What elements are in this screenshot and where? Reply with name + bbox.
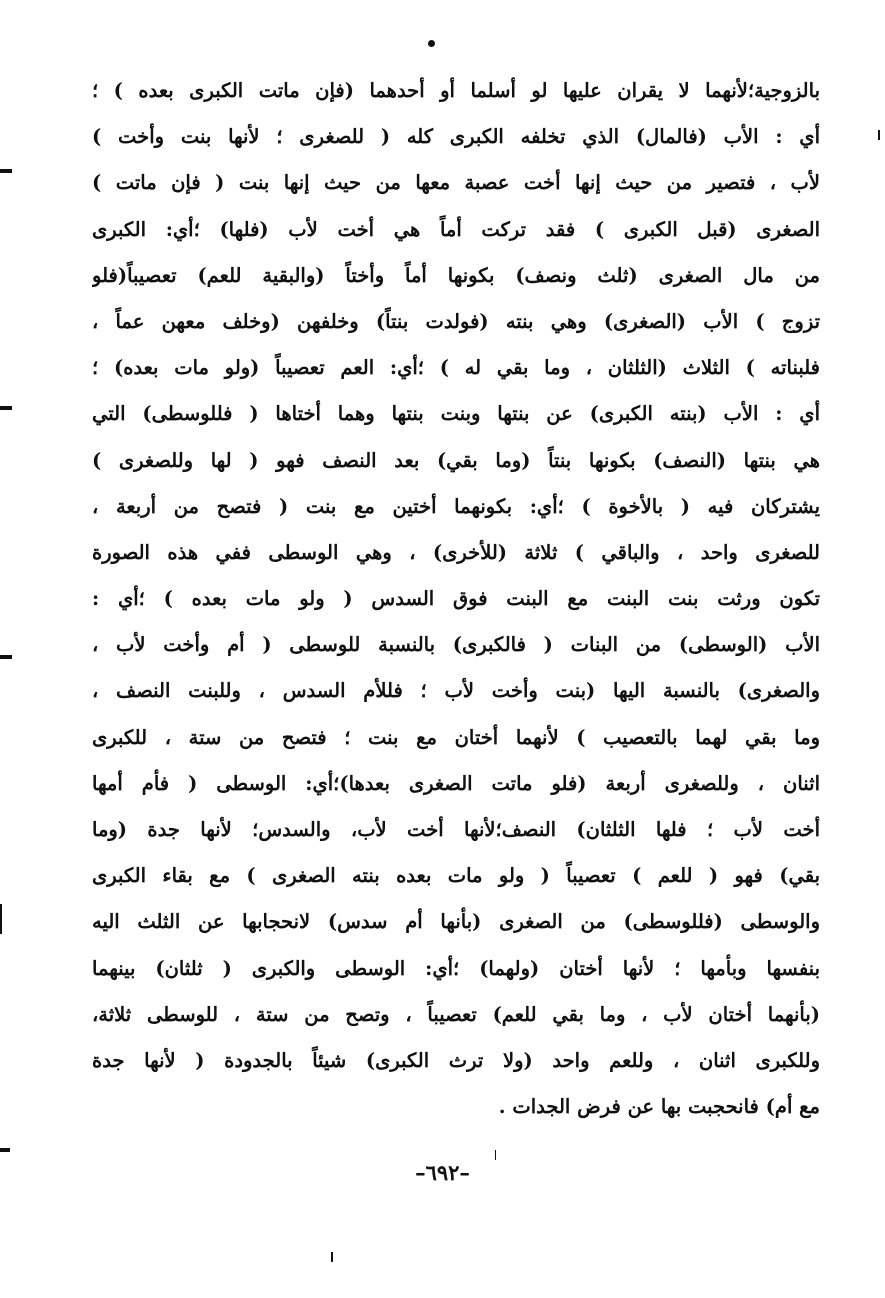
page-number: –٦٩٢– xyxy=(415,1160,470,1185)
text-line: أي : الأب (فالمال) الذي تخلفه الكبرى كله ( للصغرى ؛ لأنها بنت وأخت ) xyxy=(92,125,820,149)
text-line: اثنان ، وللصغرى أربعة (فلو ماتت الصغرى بعدها)؛أي: الوسطى ( فأم أمها xyxy=(92,771,820,795)
text-line: يشتركان فيه ( بالأخوة ) ؛أي: بكونهما أختين مع بنت ( فتصح من أربعة ، xyxy=(92,494,820,518)
text-line: وما بقي لهما بالتعصيب ) لأنهما أختان مع بنت ؛ فتصح من ستة ، للكبرى xyxy=(92,725,820,749)
margin-mark xyxy=(0,904,2,934)
top-dot-mark xyxy=(428,40,435,47)
text-line: وللكبرى اثنان ، وللعم واحد (ولا ترث الكبرى) شيئاً بالجدودة ( لأنها جدة xyxy=(92,1048,820,1072)
margin-mark xyxy=(495,1150,496,1160)
body-text xyxy=(92,68,820,1130)
text-line: فلبناته ) الثلاث (الثلثان ، وما بقي له ) ؛أي: العم تعصيباً (ولو مات بعده) ؛ xyxy=(92,356,820,380)
text-line: بنفسها وبأمها ؛ لأنها أختان (ولهما) ؛أي: الوسطى والكبرى ( ثلثان) بينهما xyxy=(92,956,820,980)
text-line: الصغرى (قبل الكبرى ) فقد تركت أماً هي أخت لأب (فلها) ؛أي: الكبرى xyxy=(92,217,820,241)
text-line: للصغرى واحد ، والباقي ) ثلاثة (للأخرى) ، وهي الوسطى ففي هذه الصورة xyxy=(92,540,820,564)
text-line: بقي) فهو ( للعم ) تعصيباً ( ولو مات بعده بنته الصغرى ) مع بقاء الكبرى xyxy=(92,864,820,888)
text-line: (بأنهما أختان لأب ، وما بقي للعم) تعصيباً ، وتصح من ستة ، للوسطى ثلاثة، xyxy=(92,1002,820,1026)
margin-mark xyxy=(0,169,12,173)
text-line: هي بنتها (النصف) بكونها بنتاً (وما بقي) بعد النصف فهو ( لها وللصغرى ) xyxy=(92,448,820,472)
margin-mark xyxy=(0,1148,10,1152)
text-line: والصغرى) بالنسبة اليها (بنت وأخت لأب ؛ فللأم السدس ، وللبنت النصف ، xyxy=(92,679,820,703)
text-line: بالزوجية؛لأنهما لا يقران عليها لو أسلما أو أحدهما (فإن ماتت الكبرى بعده ) ؛ xyxy=(92,79,820,102)
text-line: من مال الصغرى (ثلث ونصف) بكونها أماً وأختاً (والبقية للعم) تعصيباً(فلو xyxy=(92,263,820,287)
margin-mark xyxy=(878,130,880,140)
text-line: مع أم) فانحجبت بها عن فرض الجدات . xyxy=(498,1095,820,1119)
text-line: أخت لأب ؛ فلها الثلثان) النصف؛لأنها أخت لأب، والسدس؛ لأنها جدة (وما xyxy=(92,818,820,841)
text-line: أي : الأب (بنته الكبرى) عن بنتها وبنت بنتها وهما أختاها ( فللوسطى) التي xyxy=(92,402,820,426)
text-line: تكون ورثت بنت البنت مع البنت فوق السدس ( ولو مات بعده ) ؛أي : xyxy=(92,587,820,611)
margin-mark xyxy=(0,655,12,659)
text-line: الأب (الوسطى) من البنات ( فالكبرى) بالنسبة للوسطى ( أم وأخت لأب ، xyxy=(92,633,820,657)
text-line: والوسطى (فللوسطى) من الصغرى (بأنها أم سدس) لانحجابها عن الثلث اليه xyxy=(92,910,820,934)
margin-mark xyxy=(331,1252,333,1262)
text-line: لأب ، فتصير من حيث إنها أخت عصبة معها من حيث إنها بنت ( فإن ماتت ) xyxy=(92,171,820,195)
margin-mark xyxy=(0,406,12,410)
text-line: تزوج ) الأب (الصغرى) وهي بنته (فولدت بنتاً) وخلفهن (وخلف معهن عماً ، xyxy=(92,309,820,333)
